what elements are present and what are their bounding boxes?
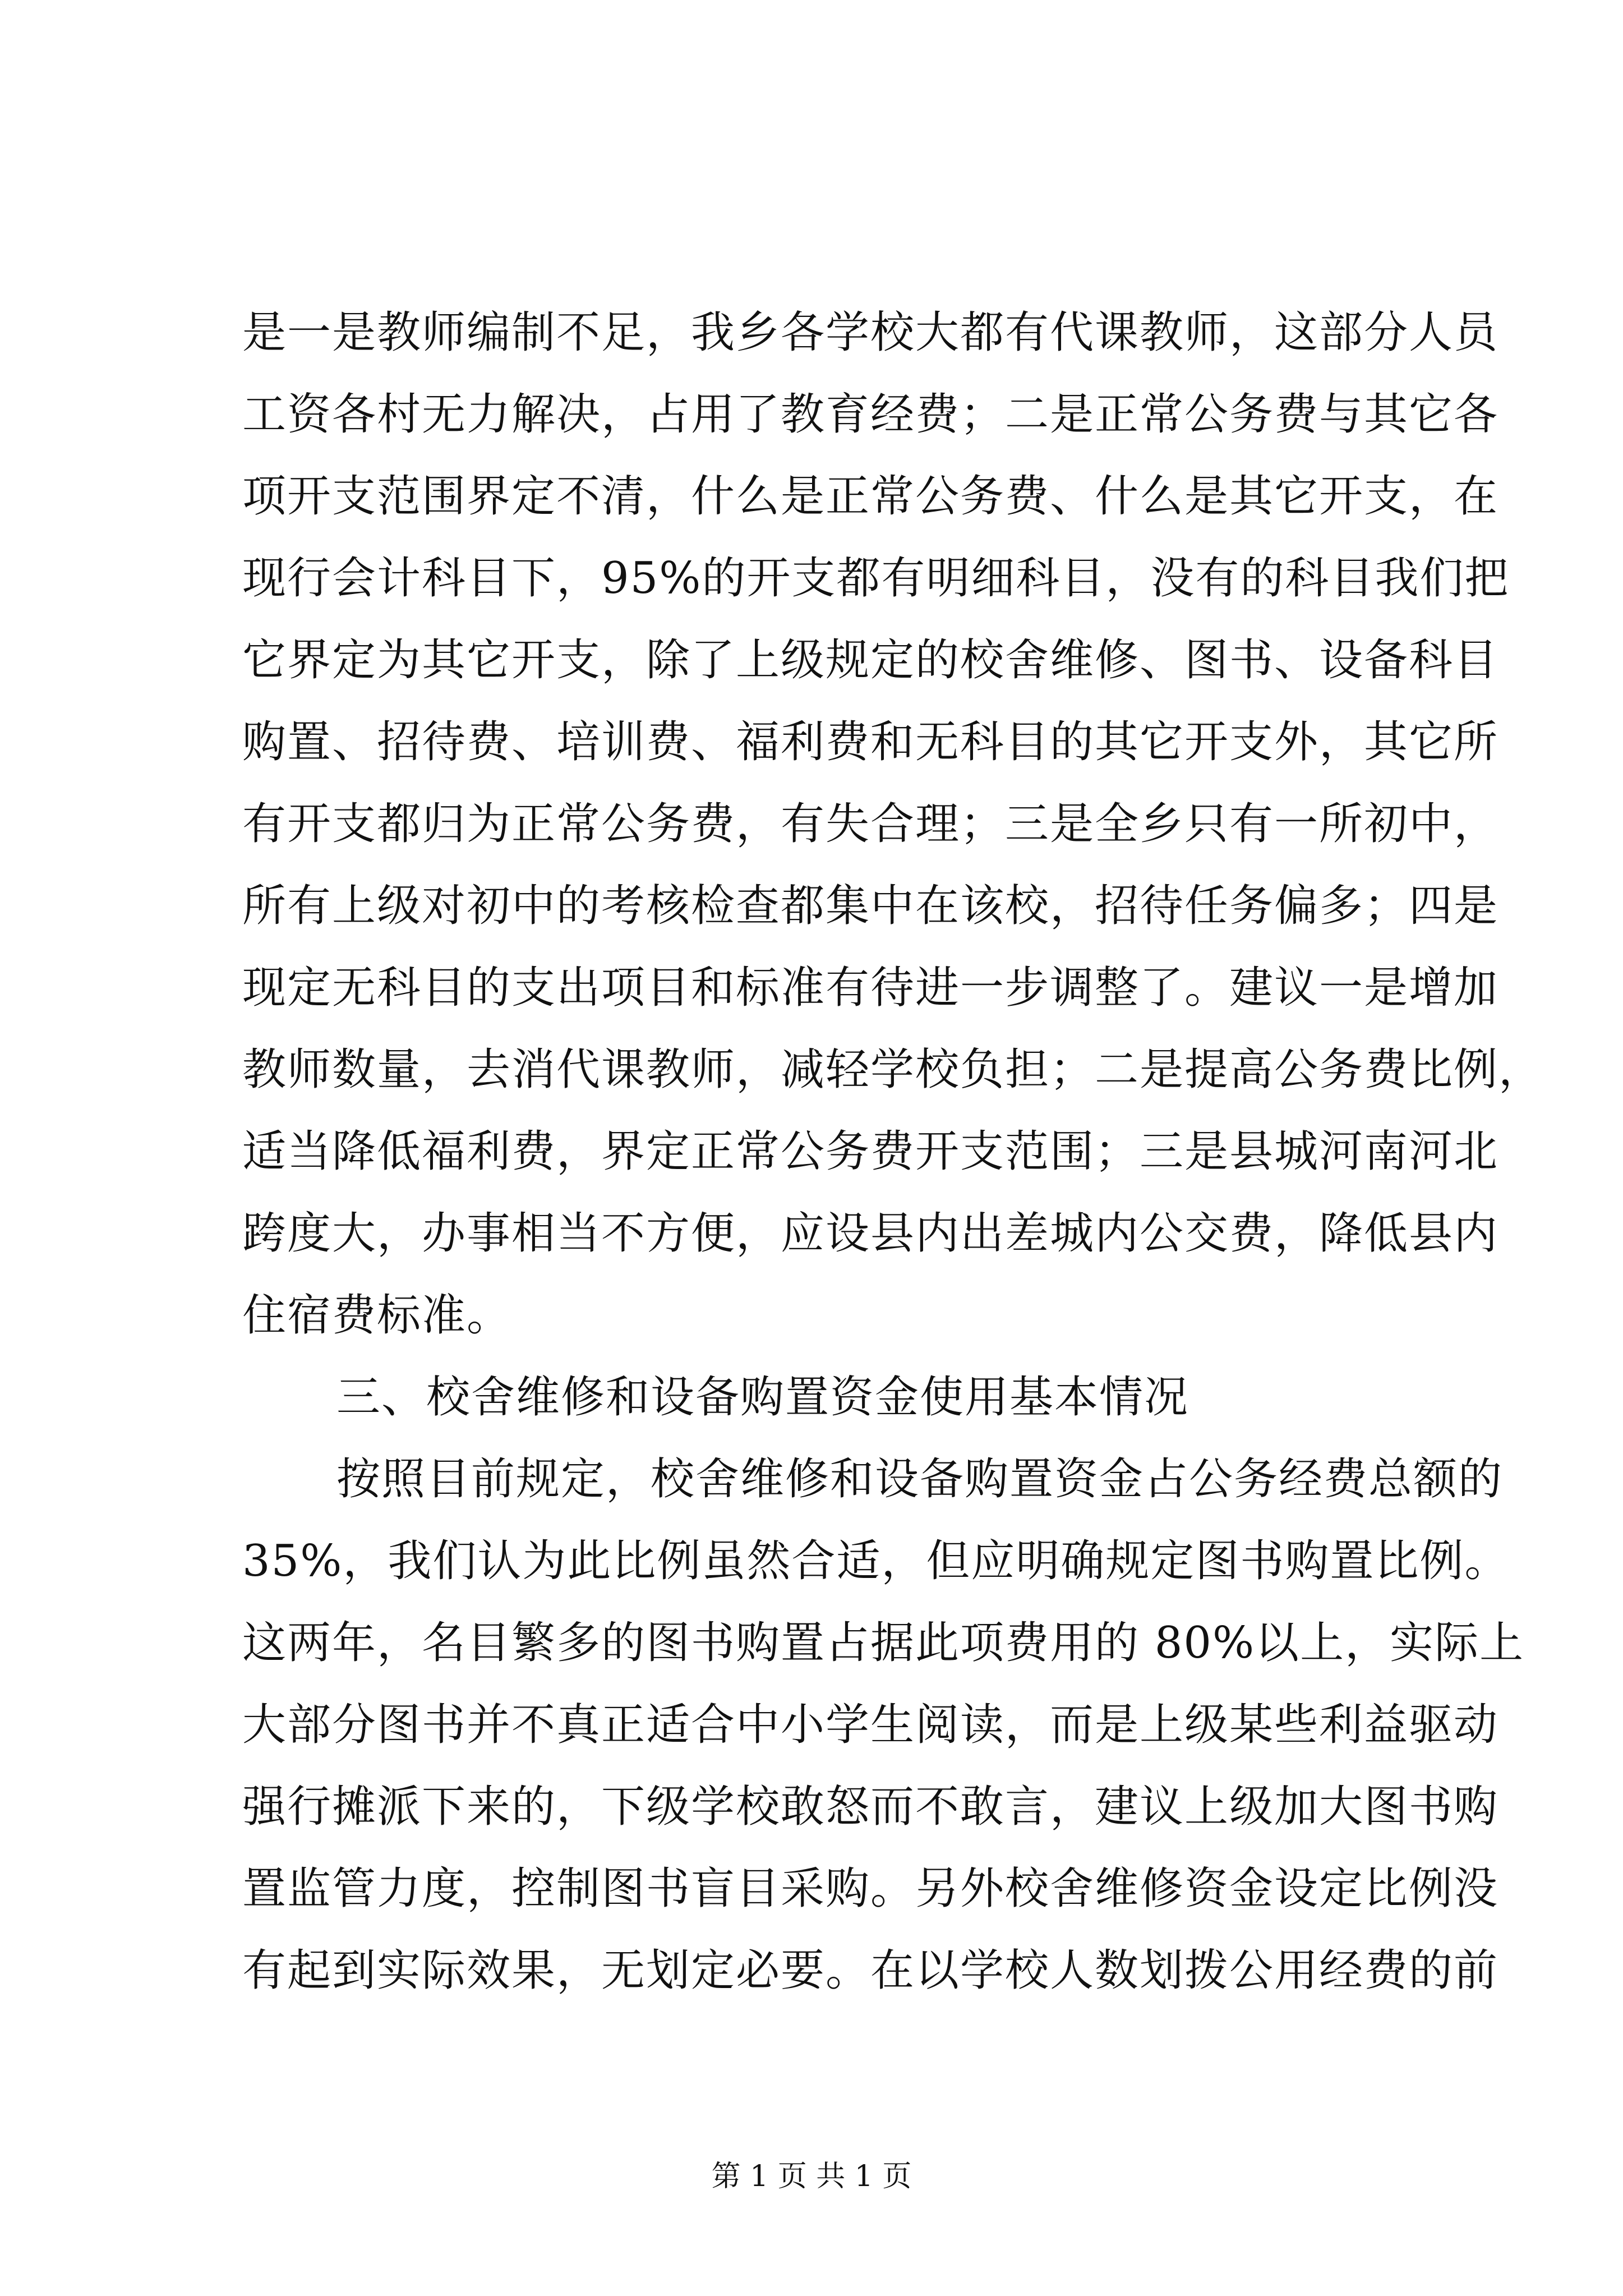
text-line: 购置、招待费、培训费、福利费和无科目的其它开支外，其它所 bbox=[242, 717, 1499, 767]
text-line: 它界定为其它开支，除了上级规定的校舍维修、图书、设备科目 bbox=[242, 635, 1499, 685]
document-body bbox=[242, 292, 1544, 2012]
text-line: 35%，我们认为此比例虽然合适，但应明确规定图书购置比例。 bbox=[242, 1536, 1510, 1586]
text-line: 有起到实际效果，无划定必要。在以学校人数划拨公用经费的前 bbox=[242, 1945, 1499, 1996]
text-line: 教师数量，去消代课教师，减轻学校负担；二是提高公务费比例， bbox=[242, 1045, 1544, 1095]
paragraph-2 bbox=[242, 1438, 1525, 2012]
text-line: 所有上级对初中的考核检查都集中在该校，招待任务偏多；四是 bbox=[242, 881, 1499, 931]
paragraph-1 bbox=[242, 292, 1544, 1356]
text-line: 大部分图书并不真正适合中小学生阅读，而是上级某些利益驱动 bbox=[242, 1700, 1499, 1750]
text-line: 工资各村无力解决，占用了教育经费；二是正常公务费与其它各 bbox=[242, 389, 1499, 440]
text-line: 现行会计科目下，95%的开支都有明细科目，没有的科目我们把 bbox=[242, 553, 1510, 604]
text-line: 跨度大，办事相当不方便，应设县内出差城内公交费，降低县内 bbox=[242, 1208, 1499, 1259]
text-line: 这两年，名目繁多的图书购置占据此项费用的 80%以上，实际上 bbox=[242, 1618, 1525, 1668]
text-line: 是一是教师编制不足，我乡各学校大都有代课教师，这部分人员 bbox=[242, 307, 1499, 358]
page-footer: 第 1 页 共 1 页 bbox=[711, 2160, 912, 2193]
text-line: 住宿费标准。 bbox=[242, 1290, 512, 1341]
text-line: 现定无科目的支出项目和标准有待进一步调整了。建议一是增加 bbox=[242, 963, 1499, 1013]
section-heading: 三、校舍维修和设备购置资金使用基本情况 bbox=[336, 1372, 1189, 1423]
text-line: 适当降低福利费，界定正常公务费开支范围；三是县城河南河北 bbox=[242, 1126, 1499, 1177]
text-line: 项开支范围界定不清，什么是正常公务费、什么是其它开支，在 bbox=[242, 471, 1499, 522]
text-line: 强行摊派下来的，下级学校敢怒而不敢言，建议上级加大图书购 bbox=[242, 1782, 1499, 1832]
text-line: 有开支都归为正常公务费，有失合理；三是全乡只有一所初中， bbox=[242, 799, 1499, 849]
text-line: 按照目前规定，校舍维修和设备购置资金占公务经费总额的 bbox=[336, 1454, 1504, 1504]
text-line: 置监管力度，控制图书盲目采购。另外校舍维修资金设定比例没 bbox=[242, 1864, 1499, 1914]
